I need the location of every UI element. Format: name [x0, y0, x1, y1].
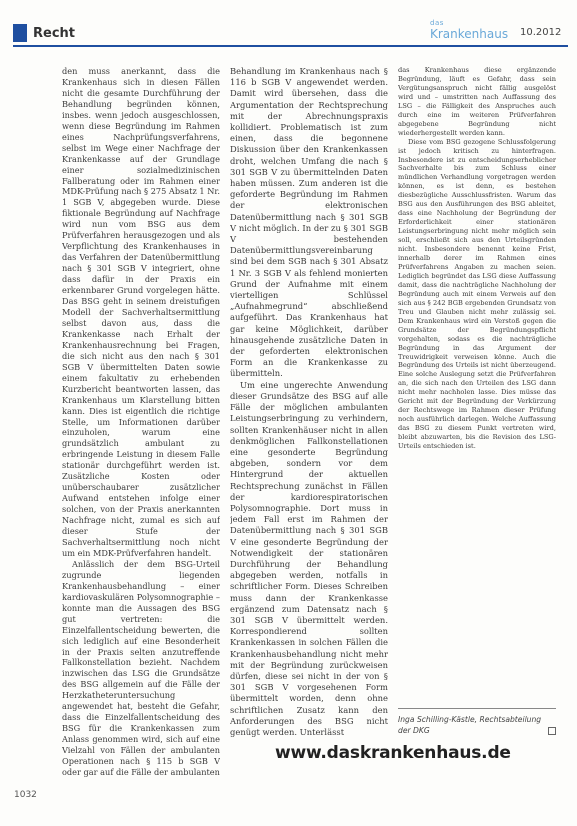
author-org: der DKG [398, 726, 430, 735]
paragraph: Diese vom BSG gezogene Schlussfolgerung ist jedoch kritisch zu hinterfragen. Insbesondere ist zu entscheidungserheblicher Sachverhalte bis zum Schluss einer mündlichen Verhandlung vorgetragen werden können, es ist denn, es bestehen diesbezügliche Ausschlussfristen. Warum das BSG aus den Ausführungen des BSG ableitet, dass eine Nachholung der Begründung der Erforderlichkeit einer stationären Leistungserbringung nicht mehr möglich sein soll, erschließt sich aus den Urteilsgründen nicht. Insbesondere benennt keine Frist, innerhalb derer im Rahmen eines Prüfverfahrens Angaben zu machen seien. Lediglich begründet das LSG diese Auffassung damit, dass die nachträgliche Nachholung der Begründung auch mit einem Verweis auf den sich aus § 242 BGB ergebenden Grundsatz von Treu und Glauben nicht mehr zulässig sei. Dem Krankenhaus wird ein Verstoß gegen die Grundsätze der Begründungspflicht vorgehalten, sodass es die nachträgliche Begründung in das Argument der Treuwidrigkeit verweisen könne. Auch die Begründung des Urteils ist nicht überzeugend. Eine solche Auslegung setzt die Prüfverfahren an, die sich nach den Urteilen des LSG dann nicht mehr nachholen lasse. Dies müsse das Gericht mit der Begründung der Verkürzung der Rechtswege im Rahmen dieser Prüfung noch ausführlich darlegen. Welche Auffassung das BSG zu diesem Punkt vertreten wird, bleibt abzuwarten, bis die Revision des LSG-Urteils entschieden ist. [398, 137, 556, 451]
paragraph: Anlässlich der dem BSG-Urteil zugrunde liegenden Krankenhausbehandlung – einer kardiovaskulären Polysomnographie – konnte man die Aussagen des BSG gut vertreten: die Einzelfallentscheidung bewerten, die sich lediglich auf eine Besonderheit in der Praxis selten anzutreffende Fallkonstellation bezieht. Nachdem inzwischen das LSG die Grundsätze des BSG allgemein auf die Fälle der Herzkatheteruntersuchung angewendet hat, besteht die Gefahr, dass die Einzelfallentscheidung des BSG für die Krankenkassen zum Anlass genommen wird, sich auf eine Vielzahl von Fällen der ambulanten Operationen nach § 115 b SGB V oder gar auf die Fälle der ambulanten [62, 558, 220, 777]
text-column-1 [62, 66, 220, 784]
issue-number: 10.2012 [520, 27, 562, 38]
page-header [0, 0, 577, 52]
paragraph: das Krankenhaus diese ergänzende Begründung, läuft es Gefahr, dass sein Vergütungsanspruch nicht fällig ausgelöst wird und – umstritten nach Auffassung des LSG – die Fälligkeit des Anspruches auch durch eine im weiteren Prüfverfahren abgegebene Begründung nicht wiederhergestellt werden kann. [398, 66, 556, 137]
author-name: Inga Schilling-Kästle, Rechtsabteilung [398, 715, 542, 724]
magazine-logo [430, 19, 512, 45]
logo-small-text: das [430, 19, 444, 27]
page-number: 1032 [14, 790, 37, 800]
section-marker [13, 24, 27, 42]
section-title: Recht [33, 26, 76, 41]
website-url[interactable]: www.daskrankenhaus.de [275, 743, 511, 763]
author-credit [398, 714, 556, 736]
text-column-3 [398, 66, 556, 466]
author-divider [398, 708, 556, 709]
paragraph: Behandlung im Krankenhaus nach § 116 b SGB V angewendet werden. Damit wird übersehen, dass die Argumentation der Rechtsprechung mit der Abrechnungspraxis kollidiert. Problematisch ist zum einen, dass die begonnene Diskussion über den Krankenkassen droht, welchen Umfang die nach § 301 SGB V zu übermittelnden Daten haben müssen. Zum anderen ist die geforderte Begründung im Rahmen der elektronischen Datenübermittlung nach § 301 SGB V nicht möglich. In der zu § 301 SGB V bestehenden Datenübermittlungsvereinbarung sind bei dem SGB nach § 301 Absatz 1 Nr. 3 SGB V als fehlend monierten Grund der Aufnahme mit einem viertelligen Schlüssel „Aufnahmegrund“ abschließend aufgeführt. Das Krankenhaus hat gar keine Möglichkeit, darüber hinausgehende zusätzliche Daten in der geforderten elektronischen Form an die Krankenkasse zu übermitteln. [230, 66, 388, 379]
header-rule [13, 45, 568, 47]
paragraph: Um eine ungerechte Anwendung dieser Grundsätze des BSG auf alle Fälle der möglichen ambulanten Leistungserbringung zu verhindern, sollten Krankenhäuser nicht in allen denkmöglichen Fallkonstellationen eine gesonderte Begründung abgeben, sondern vor dem Hintergrund der aktuellen Rechtsprechung zunächst in Fällen der kardiorespiratorischen Polysomnographie. Dort muss in jedem Fall erst im Rahmen der Datenübermittlung nach § 301 SGB V eine gesonderte Begründung der Notwendigkeit der stationären Durchführung der Behandlung abgegeben werden, notfalls in schriftlicher Form. Dieses Schreiben muss dann der Krankenkasse ergänzend zum Datensatz nach § 301 SGB V übermittelt werden. Korrespondierend sollten Krankenkassen in solchen Fällen die Krankenhausbehandlung nicht mehr mit der Begründung zurückweisen dürfen, diese sei nicht in der von § 301 SGB V vorgesehenen Form übermittelt worden, denn ohne schriftlichen Zusatz kann den Anforderungen des BSG nicht genügt werden. Unterlässt [230, 379, 388, 737]
paragraph: den muss anerkannt, dass die Krankenhaus sich in diesen Fällen nicht die gesamte Durchführung der Behandlung begründen können, insbes. wenn jedoch ausgeschlossen, wenn diese Begründung im Rahmen eines Nachprüfungsverfahrens, selbst im Wege einer Nachfrage der Krankenkasse auf der Grundlage einer sozialmedizinischen Fallberatung oder im Rahmen einer MDK-Prüfung nach § 275 Absatz 1 Nr. 1 SGB V, abgegeben wurde. Diese fiktionale Begründung auf Nachfrage wird nun vom BSG aus dem Prüfverfahren herausgezogen und als Verpflichtung des Krankenhauses in das Verfahren der Datenübermittlung nach § 301 SGB V integriert, ohne dass dafür in der Praxis ein erkennbarer Grund vorgelegen hätte. Das BSG geht in seinem dreistufigen Modell der Sachverhaltsermittlung selbst davon aus, dass die Krankenkasse nach Erhalt der Krankenhausrechnung bei Fragen, die sich nicht aus den nach § 301 SGB V übermittelten Daten sowie einem fakultativ zu erhebenden Kurzbericht beantworten lassen, das Krankenhaus um Klarstellung bitten kann. Dies ist eigentlich die richtige Stelle, um Informationen darüber einzuholen, warum eine grundsätzlich ambulant zu erbringende Leistung in diesem Falle stationär durchgeführt werden ist. Zusätzliche Kosten oder unüberschaubarer zusätzlicher Aufwand entstehen infolge einer solchen, von der Praxis anerkannten Nachfrage nicht, zumal es sich auf dieser Stufe der Sachverhaltsermittlung noch nicht um ein MDK-Prüfverfahren handelt. [62, 66, 220, 558]
text-column-2 [230, 66, 388, 766]
logo-main-text: Krankenhaus [430, 27, 509, 41]
end-of-article-icon [548, 727, 556, 735]
